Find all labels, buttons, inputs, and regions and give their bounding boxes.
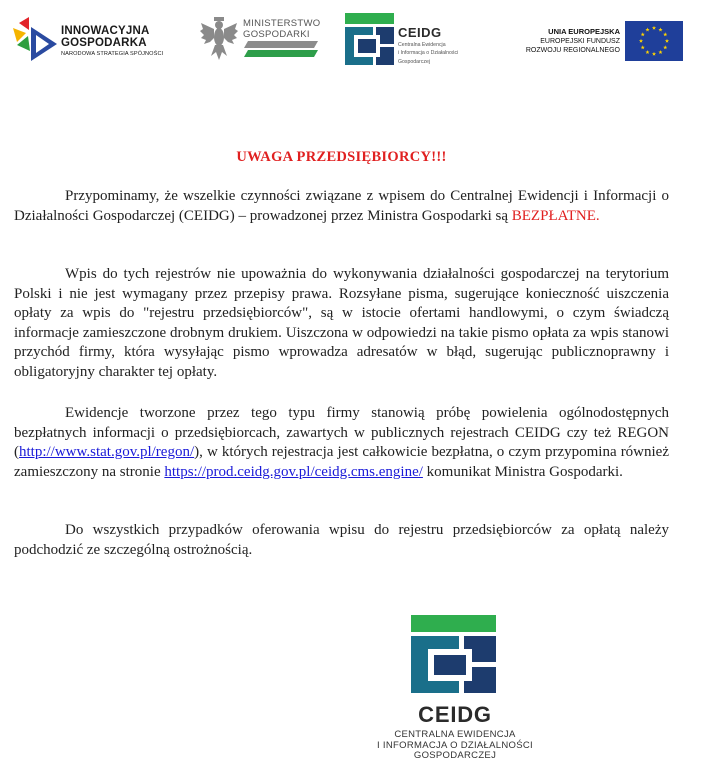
free-of-charge-highlight: BEZPŁATNE. bbox=[511, 207, 600, 224]
ceidg-top-sub-3: Gospodarczej bbox=[398, 58, 431, 65]
eu-line-2: EUROPEJSKI FUNDUSZ bbox=[540, 38, 620, 45]
eagle-emblem-icon bbox=[199, 16, 239, 62]
ig-line-2: GOSPODARKA bbox=[61, 37, 147, 49]
ig-line-3: NARODOWA STRATEGIA SPÓJNOŚCI bbox=[61, 51, 164, 57]
regon-link[interactable]: http://www.stat.gov.pl/regon/ bbox=[19, 444, 195, 460]
ceidg-top-sub-1: Centralna Ewidencja bbox=[398, 42, 446, 48]
paragraph-3-part-1: Ewidencje tworzone przez tego typu firmy stanowią próbę powielenia ogólnodostępnych bezpłatnych informacji o przedsiębiorcach, zawartych w publicznych rejestrach CEIDG czy też REGON ( bbox=[14, 405, 669, 460]
mg-line-2: GOSPODARKI bbox=[243, 29, 310, 40]
paragraph-3-part-3: komunikat Ministra Gospodarki. bbox=[422, 463, 623, 480]
paragraph-1-text: Przypominamy, że wszelkie czynności związane z wpisem do Centralnej Ewidencji i Informacji o Działalności Gospodarczej (CEIDG) – prowadzonej przez Ministra Gospodarki są bbox=[14, 188, 669, 224]
paragraph-4: Do wszystkich przypadków oferowania wpisu do rejestru przedsiębiorców za opłatą należy podchodzić ze szczególną ostrożnością. bbox=[14, 522, 669, 558]
stripes-graphic bbox=[244, 41, 318, 57]
ceidg-bottom-subtitle bbox=[370, 730, 540, 762]
ceidg-bottom-sub-2: I INFORMACJA O DZIAŁALNOŚCI bbox=[377, 739, 533, 751]
logo-strip bbox=[0, 0, 705, 80]
ceidg-icon bbox=[345, 13, 394, 65]
paragraph-3-part-2: ), w których rejestracja jest całkowicie bezpłatna, o czym przypomina również zamieszczony na stronie bbox=[14, 444, 669, 480]
ceidg-logo-bottom bbox=[370, 615, 540, 761]
ceidg-top-sub-2: i Informacja o Działalności bbox=[398, 50, 459, 57]
eu-flag-icon bbox=[625, 21, 683, 61]
paragraph-3 bbox=[14, 404, 669, 482]
eu-line-1: UNIA EUROPEJSKA bbox=[548, 27, 620, 36]
notice-heading: UWAGA PRZEDSIĘBIORCY!!! bbox=[236, 149, 447, 165]
ceidg-logo-top bbox=[345, 12, 495, 66]
eu-line-3: ROZWOJU REGIONALNEGO bbox=[525, 47, 620, 54]
innowacyjna-gospodarka-logo bbox=[13, 14, 178, 62]
mg-line-1: MINISTERSTWO bbox=[243, 18, 321, 29]
ceidg-bottom-sub-1: CENTRALNA EWIDENCJA bbox=[394, 729, 516, 740]
eu-logo bbox=[508, 16, 683, 62]
ceidg-bottom-sub-3: GOSPODARCZEJ bbox=[413, 750, 497, 761]
ceidg-bottom-title: CEIDG bbox=[418, 702, 492, 727]
paragraph-1 bbox=[14, 187, 669, 226]
ceidg-top-title: CEIDG bbox=[398, 25, 442, 40]
innowacyjna-gospodarka-icon bbox=[13, 15, 57, 61]
paragraph-2: Wpis do tych rejestrów nie upoważnia do wykonywania działalności gospodarczej na terytorium Polski i nie jest wymagany przez przepisy prawa. Rozsyłane pisma, sugerujące konieczność uiszczenia opłaty za wpis do "rejestru przedsiębiorców", są w istocie ofertami handlowymi, o czym świadczą informacje zamieszczone drobnym drukiem. Uiszczona w odpowiedzi na takie pismo opłata za wpis stanowi przychód firmy, która wysyłając pismo wprowadza adresatów w błąd, sugerując publicznoprawny i obligatoryjny charakter tej opłaty. bbox=[14, 266, 669, 380]
ig-line-1: INNOWACYJNA bbox=[61, 25, 150, 37]
ceidg-cms-link[interactable]: https://prod.ceidg.gov.pl/ceidg.cms.engine/ bbox=[164, 463, 423, 480]
ceidg-bottom-icon bbox=[411, 615, 496, 693]
ministerstwo-gospodarki-logo bbox=[199, 14, 319, 62]
